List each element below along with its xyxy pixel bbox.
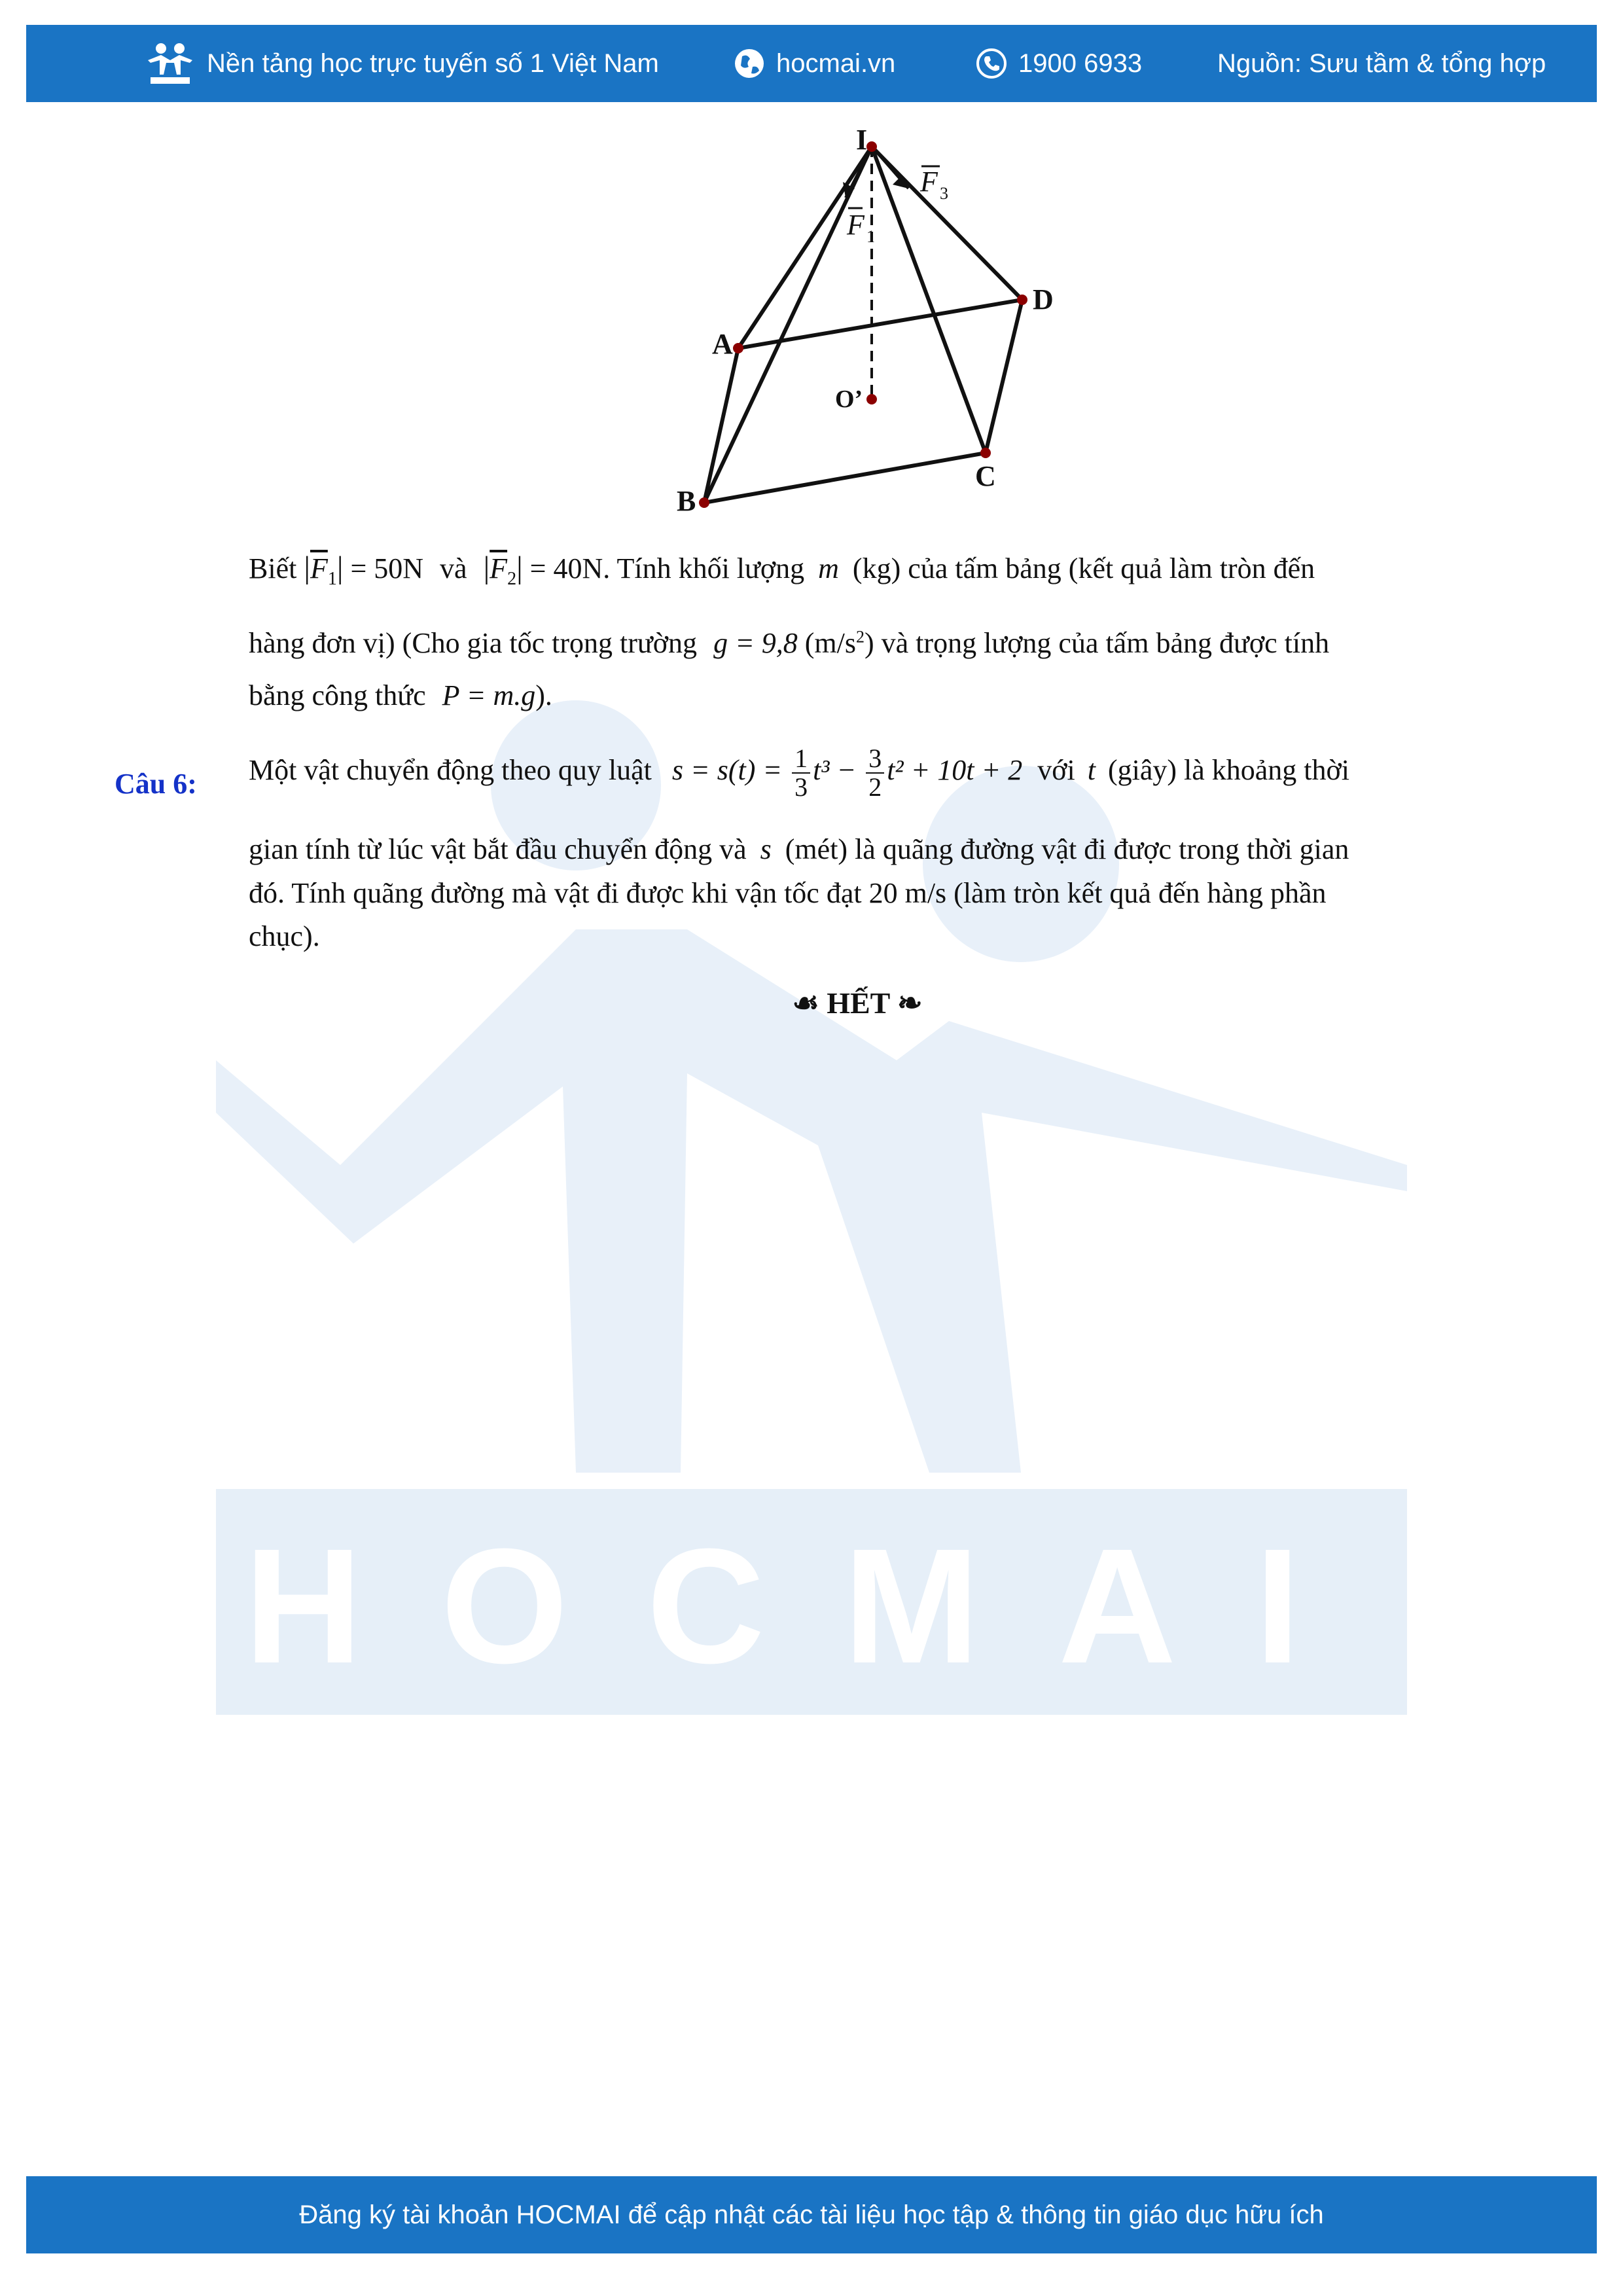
header-phone-group[interactable] [975,25,1142,102]
label-F3: F [920,166,938,198]
problem5-line3: bằng công thức P = m.g). [249,679,552,711]
label-F1: F [847,209,865,241]
label-I: I [856,124,868,156]
problem5-line1: Biết $|\overline{F}_1| = 50N$ và $|\overline{F}_2| = 40N$. Tính khối lượng m (kg) của tấm bảng (kết quả làm tròn đến [249,550,1315,589]
edge-ID [872,147,1022,300]
footer-text[interactable]: Đăng ký tài khoản HOCMAI để cập nhật các tài liệu học tập & thông tin giáo dục hữu ích [299,2200,1324,2229]
phone-icon [975,47,1008,80]
end-mark: ☙ HẾT ❧ [792,986,923,1020]
label-B: B [677,485,696,517]
point-B [699,497,709,508]
header-source-text: Nguồn: Sưu tầm & tổng hợp [1217,48,1546,78]
edge-AB [704,348,738,503]
edge-AD [738,300,1022,348]
header-source [1217,25,1546,102]
label-A: A [712,328,733,360]
pyramid-diagram [622,124,1093,530]
edge-IA [738,147,872,348]
header-website[interactable]: hocmai.vn [776,48,896,78]
problem6-line4: chục). [249,920,320,952]
question-6-label: Câu 6: [115,768,197,800]
header-phone[interactable]: 1900 6933 [1018,48,1143,78]
point-O [866,394,877,404]
edge-BC [704,453,986,503]
problem6-line1: Một vật chuyển động theo quy luật s = s(t) = $\frac{1}{3}$ t³ − $\frac{3}{2}$ t² + 10t + 2 với t (giây) là khoảng thời [249,744,1350,802]
watermark-text: HOCMAI [244,1515,1379,1697]
globe-icon [733,47,766,80]
label-C: C [975,460,996,492]
fraction-three-halves: $\frac{3}{2}$ [866,745,884,801]
header-slogan: Nền tảng học trực tuyến số 1 Việt Nam [207,48,659,78]
problem6-line3: đó. Tính quãng đường mà vật đi được khi vận tốc đạt 20 m/s (làm tròn kết quả đến hàng phần [249,877,1327,909]
label-O: O’ [835,386,863,413]
label-F3-sub: 3 [940,184,948,203]
header-slogan-group [144,25,659,102]
hocmai-logo-icon [144,41,196,86]
problem6-line2: gian tính từ lúc vật bắt đầu chuyển động và s (mét) là quãng đường vật đi được trong thời gian [249,833,1349,865]
header-website-group[interactable] [733,25,895,102]
point-D [1017,295,1027,305]
point-I [866,141,877,152]
label-D: D [1033,283,1054,315]
page-footer[interactable] [26,2176,1597,2253]
point-A [733,343,743,353]
edge-CD [986,300,1022,453]
page-header [26,25,1597,102]
edge-IB [704,147,872,503]
problem5-line2: hàng đơn vị) (Cho gia tốc trọng trường g = 9,8 $(m/s^2)$ và trọng lượng của tấm bảng được tính [249,627,1330,659]
fraction-one-third: $\frac{1}{3}$ [792,745,810,801]
label-F1-sub: 1 [866,227,875,246]
point-C [980,448,991,458]
